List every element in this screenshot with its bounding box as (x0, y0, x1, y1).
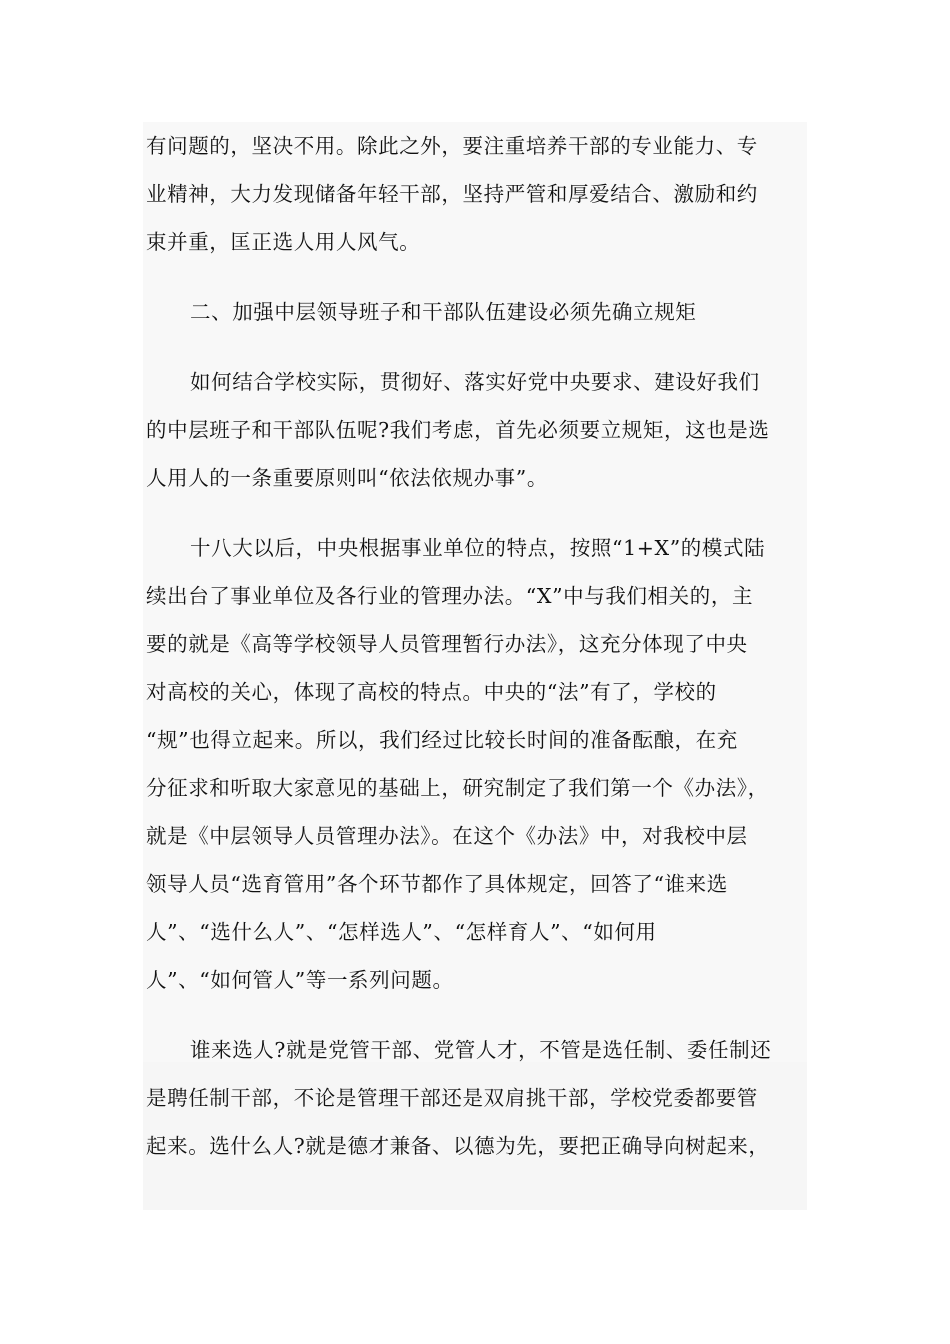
paragraph-who-selects (146, 1026, 806, 1170)
heading-line: 二、加强中层领导班子和干部队伍建设必须先确立规矩 (190, 300, 697, 324)
text-line: 人用人的一条重要原则叫“依法依规办事”。 (146, 466, 548, 490)
text-line: 谁来选人?就是党管干部、党管人才，不管是选任制、委任制还 (190, 1038, 772, 1062)
paragraph-rules (146, 358, 806, 502)
text-line: “规”也得立起来。所以，我们经过比较长时间的准备酝酿，在充 (146, 728, 738, 752)
text-line: 要的就是《高等学校领导人员管理暂行办法》，这充分体现了中央 (146, 632, 748, 656)
document-body (146, 122, 806, 1170)
text-line: 是聘任制干部，不论是管理干部还是双肩挑干部，学校党委都要管 (146, 1086, 758, 1110)
text-line: 业精神，大力发现储备年轻干部，坚持严管和厚爱结合、激励和约 (146, 182, 758, 206)
paragraph-spacer (146, 336, 806, 358)
paragraph-spacer (146, 502, 806, 524)
paragraph-spacer (146, 266, 806, 288)
text-line: 人”、“如何管人”等一系列问题。 (146, 968, 454, 992)
text-line: 分征求和听取大家意见的基础上，研究制定了我们第一个《办法》， (146, 776, 769, 800)
text-line: 十八大以后，中央根据事业单位的特点，按照“1+X”的模式陆 (190, 536, 766, 560)
text-line: 领导人员“选育管用”各个环节都作了具体规定，回答了“谁来选 (146, 872, 728, 896)
text-line: 的中层班子和干部队伍呢?我们考虑，首先必须要立规矩，这也是选 (146, 418, 770, 442)
text-line: 续出台了事业单位及各行业的管理办法。“X”中与我们相关的，主 (146, 584, 754, 608)
text-line: 起来。选什么人?就是德才兼备、以德为先，要把正确导向树起来， (146, 1134, 770, 1158)
text-line: 束并重，匡正选人用人风气。 (146, 230, 421, 254)
paragraph-continuation (146, 122, 806, 266)
paragraph-measures (146, 524, 806, 1004)
paragraph-spacer (146, 1004, 806, 1026)
section-heading (146, 288, 806, 336)
text-line: 如何结合学校实际，贯彻好、落实好党中央要求、建设好我们 (190, 370, 760, 394)
text-line: 就是《中层领导人员管理办法》。在这个《办法》中，对我校中层 (146, 824, 748, 848)
text-line: 人”、“选什么人”、“怎样选人”、“怎样育人”、“如何用 (146, 920, 657, 944)
text-line: 有问题的，坚决不用。除此之外，要注重培养干部的专业能力、专 (146, 134, 758, 158)
text-line: 对高校的关心，体现了高校的特点。中央的“法”有了，学校的 (146, 680, 717, 704)
